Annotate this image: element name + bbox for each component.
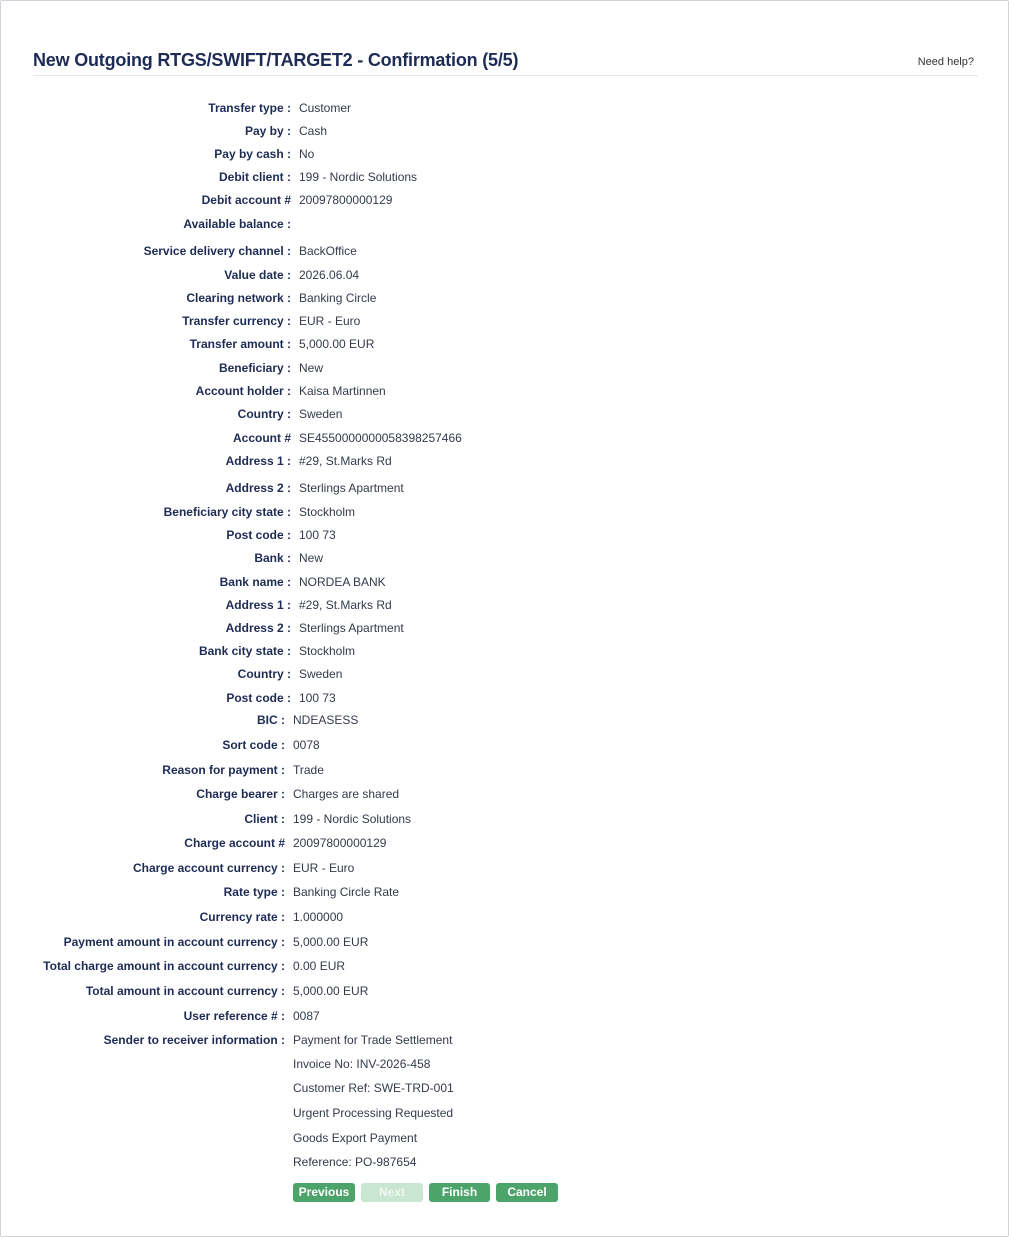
detail-row (0, 621, 1009, 637)
detail-row (0, 291, 1009, 307)
detail-row (0, 551, 1009, 567)
detail-row (0, 361, 1009, 377)
detail-label: Service delivery channel : (143, 244, 291, 258)
detail-value: Kaisa Martinnen (299, 384, 386, 398)
detail-value: 5,000.00 EUR (293, 984, 369, 998)
detail-label: Bank : (254, 551, 291, 565)
detail-value: EUR - Euro (293, 861, 355, 875)
detail-label: Account holder : (195, 384, 291, 398)
detail-row (0, 787, 1009, 803)
detail-row (0, 644, 1009, 660)
detail-value: 100 73 (299, 528, 336, 542)
detail-label: Sender to receiver information : (103, 1033, 285, 1047)
detail-value: New (299, 361, 324, 375)
detail-row (0, 147, 1009, 163)
detail-row (0, 598, 1009, 614)
detail-value: Sweden (299, 667, 343, 681)
detail-value: NDEASESS (293, 713, 359, 727)
detail-label: User reference # : (183, 1009, 285, 1023)
detail-row (0, 836, 1009, 852)
detail-label: Address 2 : (225, 621, 291, 635)
detail-value: 5,000.00 EUR (293, 935, 369, 949)
detail-label: Client : (244, 812, 285, 826)
detail-row (0, 667, 1009, 683)
detail-row (0, 575, 1009, 591)
detail-row (0, 959, 1009, 975)
detail-value: #29, St.Marks Rd (299, 454, 392, 468)
detail-row (0, 738, 1009, 754)
detail-value: NORDEA BANK (299, 575, 386, 589)
detail-label: Account # (232, 431, 291, 445)
next-button[interactable]: Next (361, 1183, 423, 1202)
detail-value: 0087 (293, 1009, 320, 1023)
detail-label: Country : (237, 667, 291, 681)
detail-value: Sterlings Apartment (299, 621, 404, 635)
detail-row (0, 170, 1009, 186)
detail-value: 20097800000129 (299, 193, 393, 207)
detail-value: No (299, 147, 315, 161)
detail-label: Available balance : (183, 217, 291, 231)
detail-row (0, 217, 1009, 233)
detail-label: Payment amount in account currency : (63, 935, 285, 949)
detail-value: Stockholm (299, 505, 356, 519)
detail-label: Transfer type : (208, 101, 291, 115)
finish-button[interactable]: Finish (429, 1183, 490, 1202)
detail-label: Address 1 : (225, 454, 291, 468)
detail-label: Clearing network : (186, 291, 291, 305)
detail-label: Bank city state : (198, 644, 291, 658)
sender-info-line: Goods Export Payment (293, 1131, 418, 1145)
detail-row (0, 384, 1009, 400)
detail-label: Currency rate : (199, 910, 285, 924)
detail-label: Reason for payment : (162, 763, 285, 777)
detail-label: Transfer currency : (182, 314, 291, 328)
detail-value: 199 - Nordic Solutions (293, 812, 412, 826)
detail-label: Sort code : (222, 738, 285, 752)
page-title: New Outgoing RTGS/SWIFT/TARGET2 - Confirmation (5/5) (33, 50, 519, 70)
detail-row (0, 337, 1009, 353)
detail-row (0, 861, 1009, 877)
detail-label: Bank name : (219, 575, 291, 589)
detail-value: 199 - Nordic Solutions (299, 170, 418, 184)
detail-row (0, 935, 1009, 951)
detail-row (0, 101, 1009, 117)
detail-label: Pay by : (244, 124, 291, 138)
detail-row (0, 505, 1009, 521)
detail-row (0, 984, 1009, 1000)
detail-label: BIC : (257, 713, 285, 727)
detail-value: Sweden (299, 407, 343, 421)
detail-label: Debit client : (218, 170, 291, 184)
detail-row (0, 1033, 1009, 1049)
detail-label: Post code : (226, 691, 291, 705)
detail-value: Charges are shared (293, 787, 400, 801)
detail-label: Beneficiary : (218, 361, 291, 375)
detail-label: Charge account currency : (132, 861, 285, 875)
detail-row (0, 407, 1009, 423)
detail-value: Banking Circle Rate (293, 885, 400, 899)
sender-info-line: Urgent Processing Requested (293, 1106, 454, 1120)
detail-label: Charge account # (184, 836, 285, 850)
detail-row (0, 1009, 1009, 1025)
detail-label: Transfer amount : (189, 337, 291, 351)
detail-label: Charge bearer : (196, 787, 285, 801)
detail-label: Value date : (224, 268, 291, 282)
detail-value: New (299, 551, 324, 565)
detail-value: #29, St.Marks Rd (299, 598, 392, 612)
detail-row (0, 812, 1009, 828)
detail-label: Debit account # (201, 193, 291, 207)
detail-value: 5,000.00 EUR (299, 337, 375, 351)
detail-value: Trade (293, 763, 324, 777)
detail-label: Beneficiary city state : (163, 505, 291, 519)
detail-label: Total amount in account currency : (85, 984, 285, 998)
detail-value: SE4550000000058398257466 (299, 431, 462, 445)
detail-label: Address 2 : (225, 481, 291, 495)
sender-info-line: Invoice No: INV-2026-458 (293, 1057, 431, 1071)
detail-value: Customer (299, 101, 352, 115)
detail-label: Total charge amount in account currency : (43, 959, 285, 973)
detail-label: Address 1 : (225, 598, 291, 612)
detail-row (0, 691, 1009, 707)
need-help-link[interactable]: Need help? (917, 56, 974, 68)
cancel-button[interactable]: Cancel (496, 1183, 558, 1202)
detail-row (0, 528, 1009, 544)
detail-value: Cash (299, 124, 328, 138)
detail-value: Stockholm (299, 644, 356, 658)
detail-value: Payment for Trade Settlement (293, 1033, 453, 1047)
detail-row (0, 763, 1009, 779)
detail-value: 100 73 (299, 691, 336, 705)
previous-button[interactable]: Previous (293, 1183, 355, 1202)
detail-label: Rate type : (223, 885, 285, 899)
detail-value: 1.000000 (293, 910, 344, 924)
detail-label: Post code : (226, 528, 291, 542)
detail-value: 20097800000129 (293, 836, 387, 850)
sender-info-line: Customer Ref: SWE-TRD-001 (293, 1081, 454, 1095)
detail-value: EUR - Euro (299, 314, 361, 328)
detail-row (0, 431, 1009, 447)
detail-value: 2026.06.04 (299, 268, 360, 282)
detail-row (0, 910, 1009, 926)
detail-row (0, 268, 1009, 284)
detail-row (0, 713, 1009, 729)
detail-value: 0.00 EUR (293, 959, 346, 973)
detail-label: Pay by cash : (214, 147, 291, 161)
detail-row (0, 244, 1009, 260)
detail-row (0, 314, 1009, 330)
detail-value: Sterlings Apartment (299, 481, 404, 495)
detail-value: 0078 (293, 738, 320, 752)
detail-row (0, 193, 1009, 209)
detail-value: Banking Circle (299, 291, 377, 305)
detail-row (0, 481, 1009, 497)
detail-label: Country : (237, 407, 291, 421)
detail-value: BackOffice (299, 244, 357, 258)
sender-info-line: Reference: PO-987654 (293, 1155, 417, 1169)
page-header (33, 46, 978, 76)
detail-row (0, 454, 1009, 470)
detail-row (0, 885, 1009, 901)
detail-row (0, 124, 1009, 140)
